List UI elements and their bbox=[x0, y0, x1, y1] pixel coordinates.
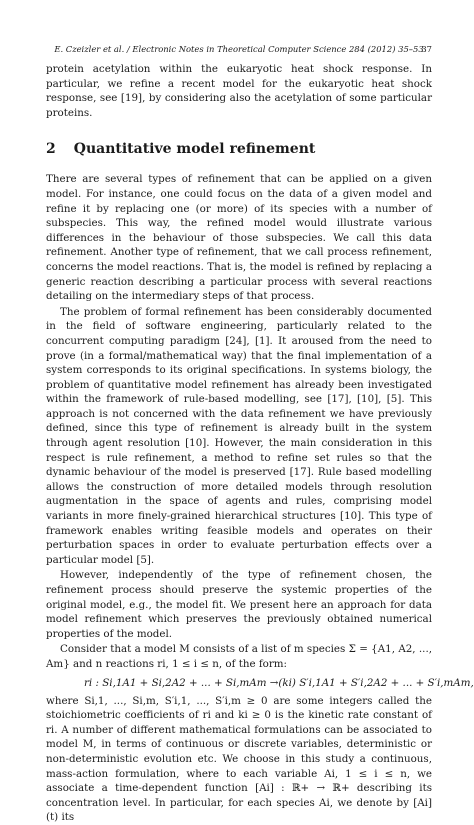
paragraph-intro: protein acetylation within the eukaryotic heat shock response. In particular, we refine a recent model for the eukaryotic heat shock response, see [19], by considering also the acetylation of some particular proteins. bbox=[46, 63, 432, 119]
paragraph-1: There are several types of refinement that can be applied on a given model. For instance, one could focus on the data of a given model and refine it by replacing one (or more) of its species with a number of subspecies. This way, the refined model would illustrate various differences in the behaviour of those subspecies. We call this data refinement. Another type of refinement, that we call process refinement, concerns the model reactions. That is, the model is refined by replacing a generic reaction describing a particular process with several reactions detailing on the intermediary steps of that process. bbox=[46, 173, 432, 303]
paragraph-4: Consider that a model M consists of a list of m species Σ = {A1, A2, ..., Am} and n reactions ri, 1 ≤ i ≤ n, of the form: bbox=[46, 643, 432, 670]
section-title: Quantitative model refinement bbox=[73, 141, 316, 158]
section-number: 2 bbox=[46, 141, 56, 158]
reaction-equation: ri : Si,1A1 + Si,2A2 + ... + Si,mAm →(ki) S′i,1A1 + S′i,2A2 + ... + S′i,mAm, bbox=[84, 676, 474, 689]
section-heading bbox=[46, 140, 432, 158]
paragraph-2: The problem of formal refinement has been considerably documented in the field of software engineering, particularly related to the concurrent computing paradigm [24], [1]. It aroused from the need to prove (in a formal/mathematical way) that the final implementation of a system corresponds to its original specifications. In systems biology, the problem of quantitative model refinement has already been investigated within the framework of rule-based modelling, see [17], [10], [5]. This approach is not concerned with the data refinement we have previously defined, since this type of refinement is already built in the system through agent resolution [10]. However, the main consideration in this respect is rule refinement, a method to refine set rules so that the dynamic behaviour of the model is preserved [17]. Rule based modelling allows the construction of more detailed models through resolution augmentation in the space of agents and rules, comprising model variants in more finely-grained hierarchical structures [10]. This type of framework enables writing feasible models and operates on their perturbation spaces in order to evaluate perturbation effects over a particular model [5]. bbox=[46, 305, 432, 566]
paragraph-5: where Si,1, ..., Si,m, S′i,1, ..., S′i,m ≥ 0 are some integers called the stoichiometric coefficients of ri and ki ≥ 0 is the kinetic rate constant of ri. A number of different mathematical formulations can be associated to model M, in terms of continuous or discrete variables, deterministic or non-deterministic evolution etc. We choose in this study a continuous, mass-action formulation, where to each variable Ai, 1 ≤ i ≤ n, we associate a time-dependent function [Ai] : ℝ+ → ℝ+ describing its concentration level. In particular, for each species Ai, we denote by [Ai](t) its bbox=[46, 694, 432, 824]
page-number: 37 bbox=[421, 44, 432, 54]
body-text bbox=[46, 62, 474, 825]
running-head: E. Czeizler et al. / Electronic Notes in Theoretical Computer Science 284 (2012) 35–53 bbox=[54, 44, 424, 54]
paragraph-3: However, independently of the type of refinement chosen, the refinement process should preserve the systemic properties of the original model, e.g., the model fit. We present here an approach for data model refinement which preserves the previously obtained numerical properties of the model. bbox=[46, 569, 432, 640]
